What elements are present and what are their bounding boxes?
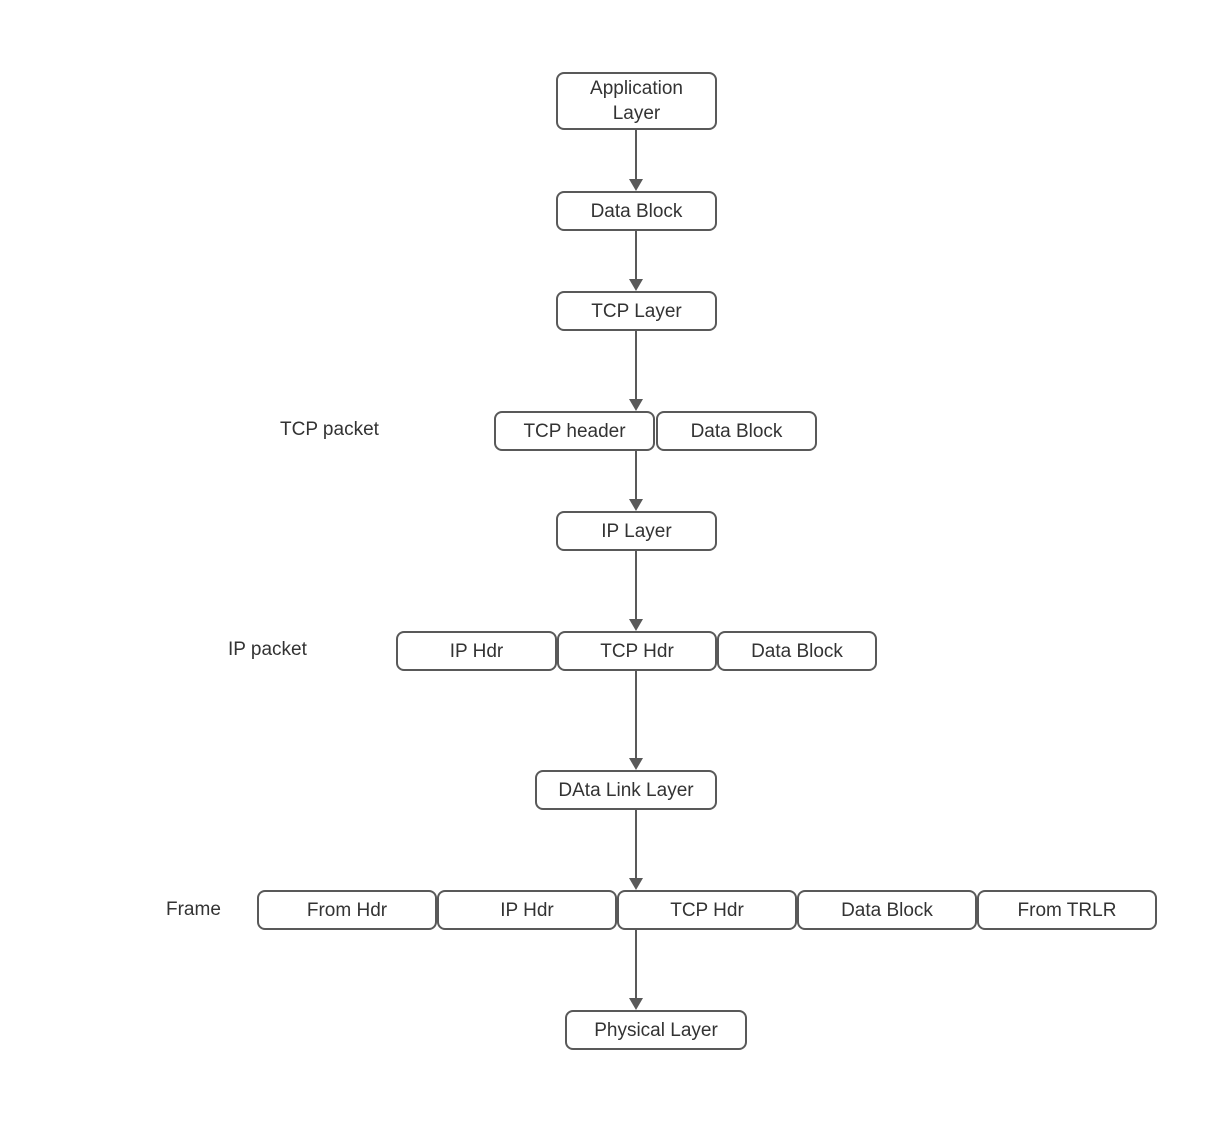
arrow-datablock-to-tcplayer	[629, 230, 643, 291]
arrow-shaft	[635, 929, 637, 1000]
node-from-hdr: From Hdr	[257, 890, 437, 930]
arrowhead-icon	[629, 179, 643, 191]
arrowhead-icon	[629, 998, 643, 1010]
arrow-shaft	[635, 330, 637, 401]
node-application-layer: Application Layer	[556, 72, 717, 130]
arrowhead-icon	[629, 878, 643, 890]
arrowhead-icon	[629, 499, 643, 511]
node-physical-layer: Physical Layer	[565, 1010, 747, 1050]
arrow-datalink-to-frame	[629, 809, 643, 890]
node-tcp-layer: TCP Layer	[556, 291, 717, 331]
node-tcp-hdr: TCP Hdr	[557, 631, 717, 671]
node-data-block: Data Block	[717, 631, 877, 671]
arrow-tcplayer-to-tcppacket	[629, 330, 643, 411]
arrow-iplayer-to-ippacket	[629, 550, 643, 631]
row-label-ip-packet: IP packet	[228, 639, 307, 660]
node-data-block: Data Block	[556, 191, 717, 231]
arrowhead-icon	[629, 399, 643, 411]
node-ip-layer: IP Layer	[556, 511, 717, 551]
arrow-frame-to-physical	[629, 929, 643, 1010]
arrowhead-icon	[629, 758, 643, 770]
arrow-shaft	[635, 230, 637, 281]
arrow-shaft	[635, 809, 637, 880]
node-from-trlr: From TRLR	[977, 890, 1157, 930]
node-ip-hdr: IP Hdr	[396, 631, 557, 671]
arrow-shaft	[635, 670, 637, 760]
arrowhead-icon	[629, 619, 643, 631]
row-label-tcp-packet: TCP packet	[280, 419, 379, 440]
node-tcp-header: TCP header	[494, 411, 655, 451]
arrowhead-icon	[629, 279, 643, 291]
arrow-shaft	[635, 450, 637, 501]
arrow-ippacket-to-datalink	[629, 670, 643, 770]
node-ip-hdr-frame: IP Hdr	[437, 890, 617, 930]
arrow-shaft	[635, 550, 637, 621]
node-data-block: Data Block	[656, 411, 817, 451]
arrow-shaft	[635, 130, 637, 181]
arrow-tcppacket-to-iplayer	[629, 450, 643, 511]
arrow-application-to-datablock	[629, 130, 643, 191]
row-label-frame: Frame	[166, 899, 221, 920]
node-data-block-frame: Data Block	[797, 890, 977, 930]
node-data-link-layer: DAta Link Layer	[535, 770, 717, 810]
node-tcp-hdr-frame: TCP Hdr	[617, 890, 797, 930]
